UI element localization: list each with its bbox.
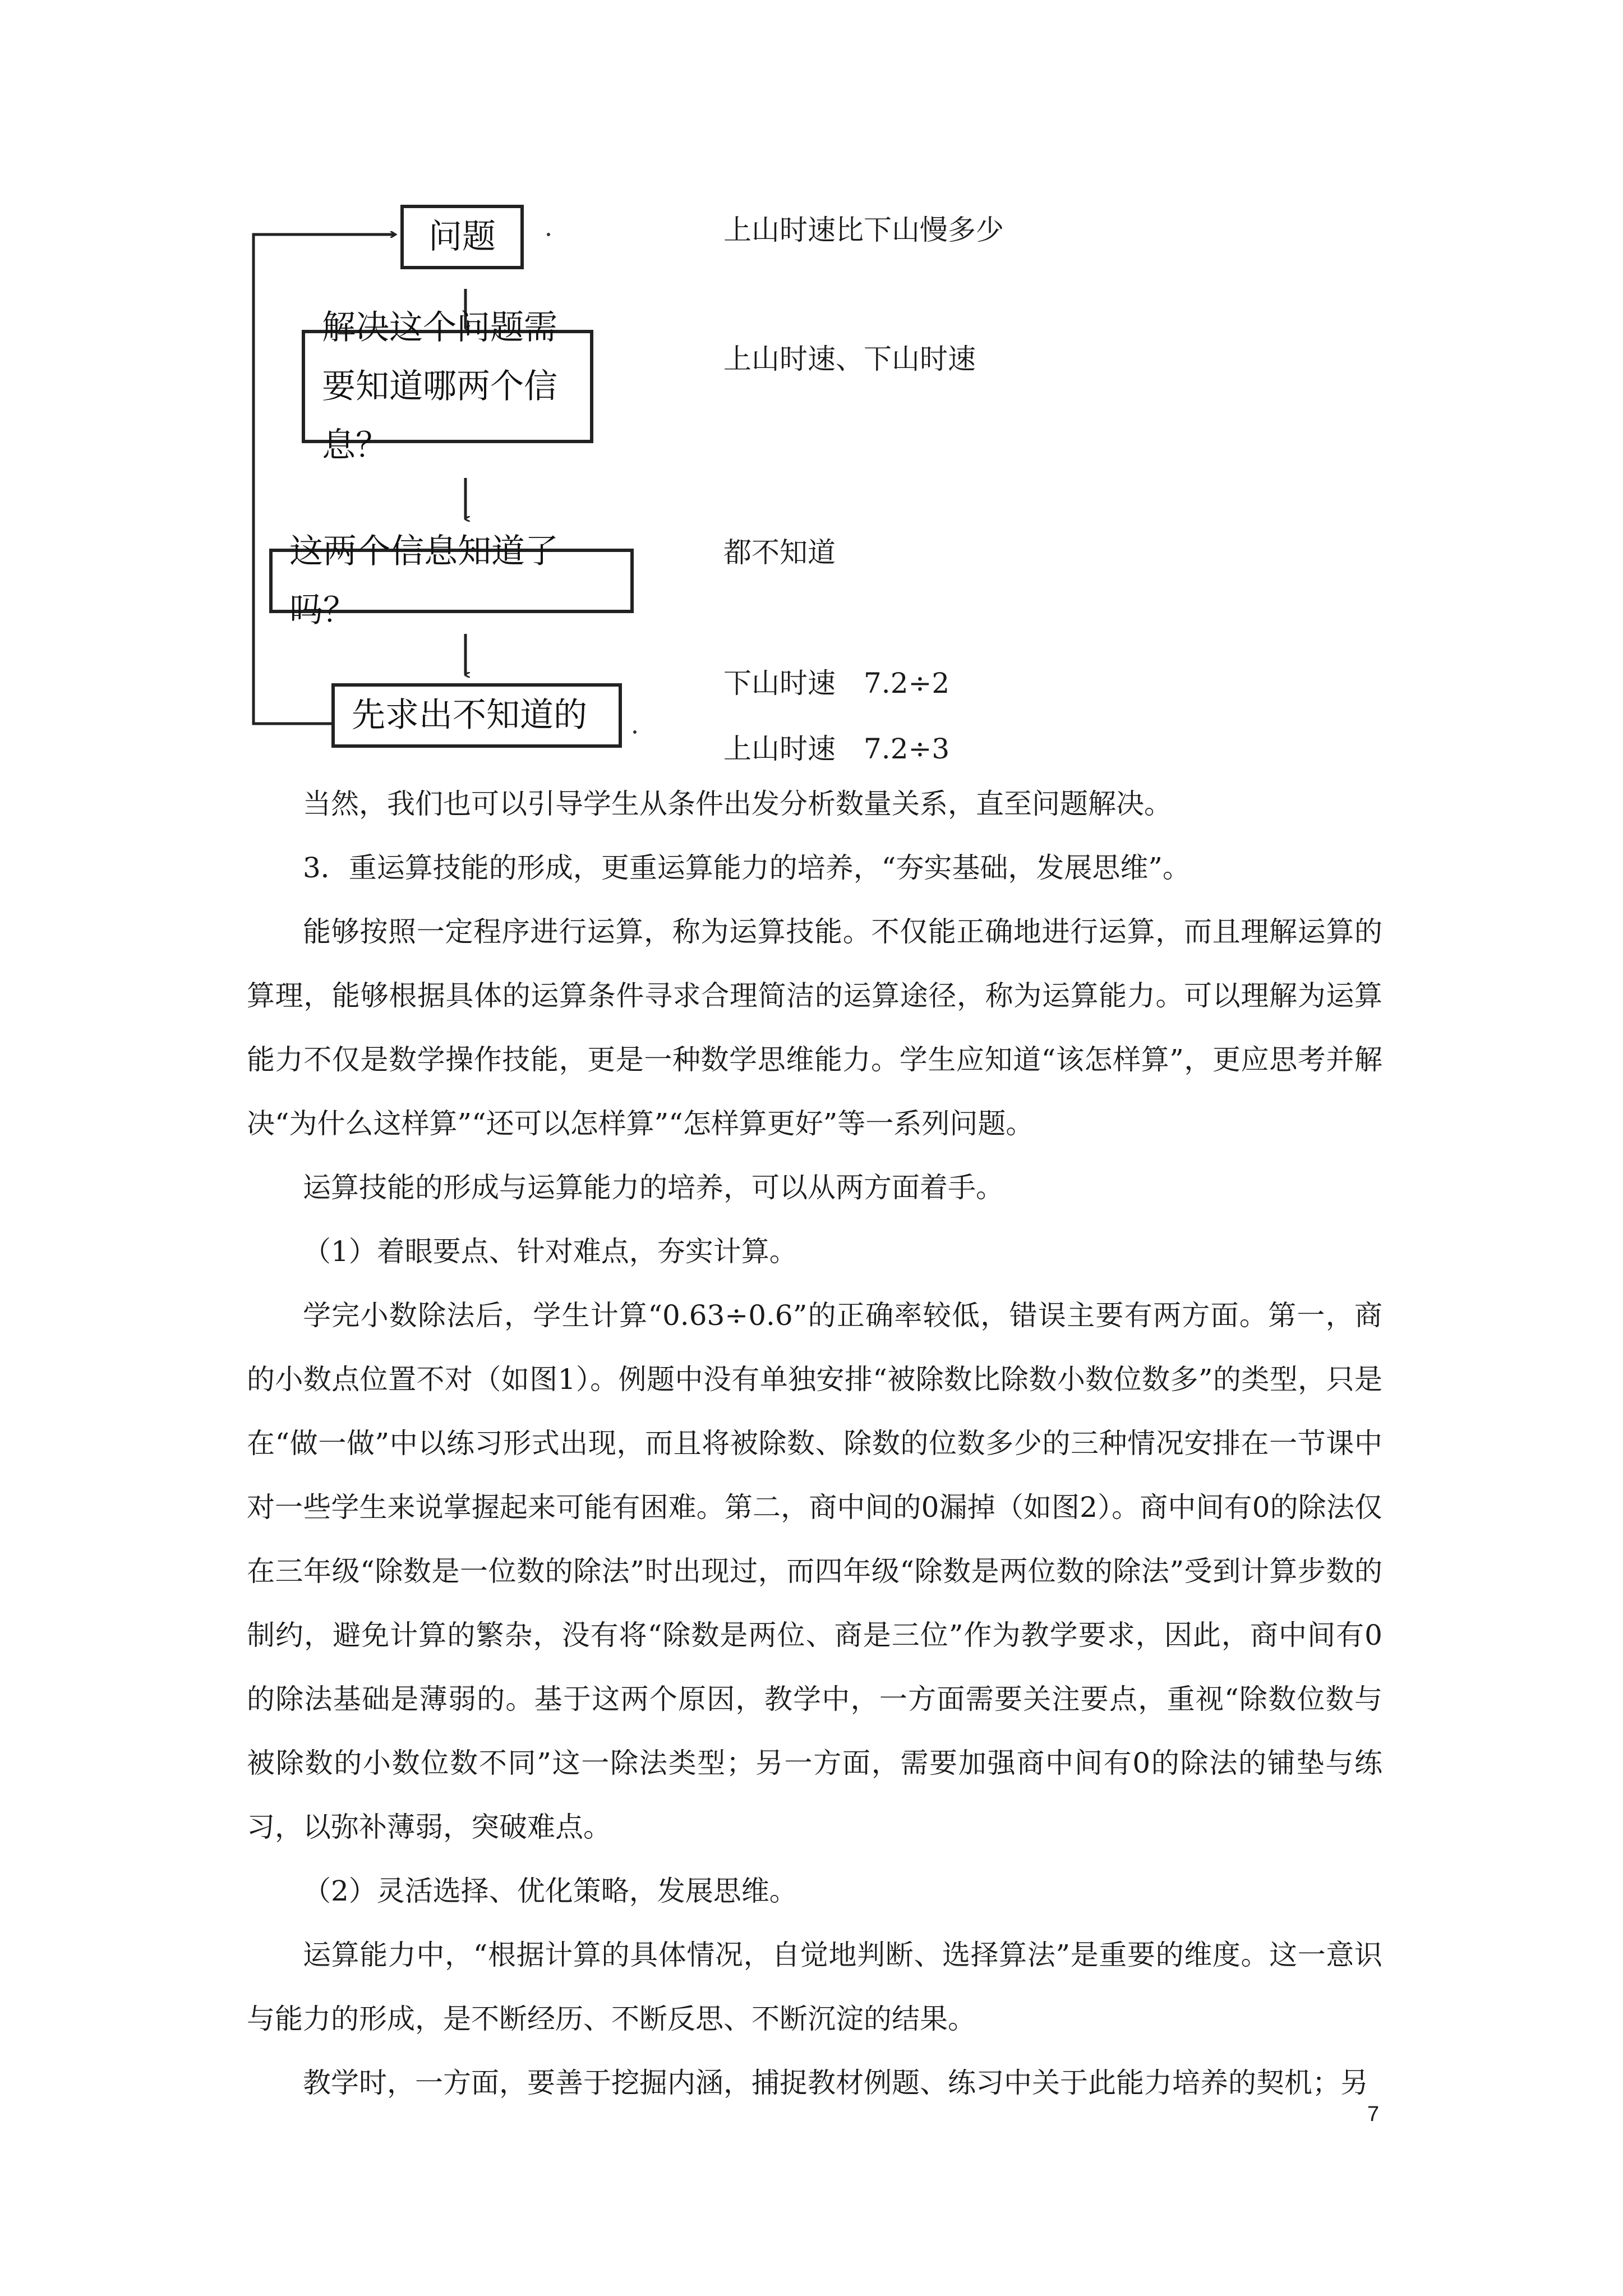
section-heading: 3．重运算技能的形成，更重运算能力的培养，“夯实基础，发展思维”。 [303, 852, 1191, 884]
answer-uphill-speed: 上山时速 7.2÷3 [723, 733, 950, 765]
paragraph: 运算能力中，“根据计算的具体情况，自觉地判断、选择算法”是重要的维度。这一意识与能力的形成，是不断经历、不断反思、不断沉淀的结果。 [247, 1939, 1382, 2035]
paragraph: 学完小数除法后，学生计算“0.63÷0.6”的正确率较低，错误主要有两方面。第一，商的小数点位置不对（如图1）。例题中没有单独安排“被除数比除数小数位数多”的类型，只是在“做一做”中以练习形式出现，而且将被除数、除数的位数多少的三种情况安排在一节课中对一些学生来说掌握起来可能有困难。第二，商中间的0漏掉（如图2）。商中间有0的除法仅在三年级“除数是一位数的除法”时出现过，而四年级“除数是两位数的除法”受到计算步数的制约，避免计算的繁杂，没有将“除数是两位、商是三位”作为教学要求，因此，商中间有0的除法基础是薄弱的。基于这两个原因，教学中，一方面需要关注要点，重视“除数位数与被除数的小数位数不同”这一除法类型；另一方面，需要加强商中间有0的除法的铺垫与练习，以弥补薄弱，突破难点。 [247, 1299, 1382, 1843]
paragraph: 运算技能的形成与运算能力的培养，可以从两方面着手。 [303, 1171, 1004, 1204]
page-number: 7 [1367, 2102, 1380, 2126]
paragraph: 当然，我们也可以引导学生从条件出发分析数量关系，直至问题解决。 [303, 788, 1172, 820]
stray-dot [547, 233, 550, 236]
flow-box-needed-info [302, 307, 593, 465]
stray-dot [633, 730, 637, 734]
flow-box-text: 解决这个问题需要知道哪两个信息？ [322, 307, 557, 465]
paragraph: 能够按照一定程序进行运算，称为运算技能。不仅能正确地进行运算，而且理解运算的算理，能够根据具体的运算条件寻求合理简洁的运算途径，称为运算能力。可以理解为运算能力不仅是数学操作技能，更是一种数学思维能力。学生应知道“该怎样算”，更应思考并解决“为什么这样算”“还可以怎样算”“怎样算更好”等一系列问题。 [247, 915, 1382, 1140]
flowchart-connectors [0, 0, 1623, 772]
flow-box-find-unknown [331, 683, 622, 748]
answer-question: 上山时速比下山慢多少 [723, 214, 1004, 246]
flow-box-text: 这两个信息知道了吗？ [289, 531, 559, 630]
answer-known-check: 都不知道 [723, 536, 836, 569]
flow-box-text: 问题 [428, 217, 496, 256]
answer-downhill-speed: 下山时速 7.2÷2 [723, 667, 950, 700]
flow-box-known-check [269, 531, 634, 630]
sub-heading: （2）灵活选择、优化策略，发展思维。 [303, 1875, 797, 1907]
flow-box-question [400, 205, 524, 269]
body-text [247, 772, 1382, 2115]
paragraph: 教学时，一方面，要善于挖掘内涵，捕捉教材例题、练习中关于此能力培养的契机；另 [303, 2067, 1368, 2099]
flow-box-text: 先求出不知道的 [352, 696, 587, 735]
answer-needed-info: 上山时速、下山时速 [723, 343, 976, 375]
sub-heading: （1）着眼要点、针对难点，夯实计算。 [303, 1235, 797, 1268]
